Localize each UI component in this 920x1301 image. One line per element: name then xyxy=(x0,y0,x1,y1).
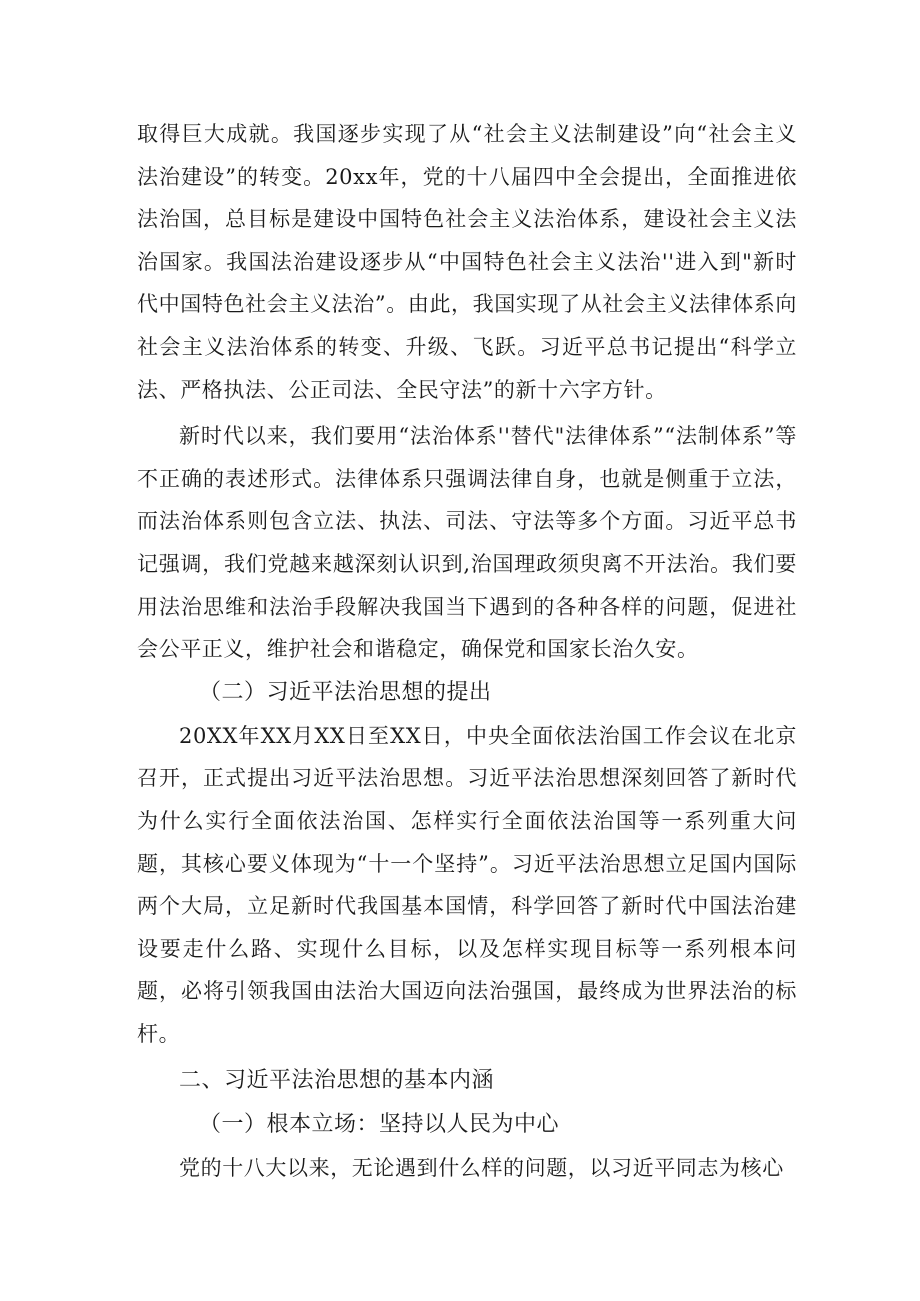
paragraph-proposal: 20XX年XX月XX日至XX日，中央全面依法治国工作会议在北京召开，正式提出习近平法治思想。习近平法治思想深刻回答了新时代为什么实行全面依法治国、怎样实行全面依法治国等一系列重大问题，其核心要义体现为“十一个坚持”。习近平法治思想立足国内国际两个大局，立足新时代我国基本国情，科学回答了新时代中国法治建设要走什么路、实现什么目标，以及怎样实现目标等一系列根本问题，必将引领我国由法治大国迈向法治强国，最终成为世界法治的标杆。 xyxy=(137,723,797,1046)
paragraph-continued: 取得巨大成就。我国逐步实现了从“社会主义法制建设”向“社会主义法治建设”的转变。20xx年，党的十八届四中全会提出，全面推进依法治国，总目标是建设中国特色社会主义法治体系，建设社会主义法治国家。我国法治建设逐步从“中国特色社会主义法治''进入到"新时代中国特色社会主义法治”。由此，我国实现了从社会主义法律体系向社会主义法治体系的转变、升级、飞跃。习近平总书记提出“科学立法、严格执法、公正司法、全民守法”的新十六字方针。 xyxy=(137,122,797,402)
paragraph-people-centered: 党的十八大以来，无论遇到什么样的问题，以习近平同志为核心 xyxy=(179,1156,784,1181)
paragraph-legal-system: 新时代以来，我们要用“法治体系''替代"法律体系”“法制体系”等不正确的表述形式。法律体系只强调法律自身，也就是侧重于立法，而法治体系则包含立法、执法、司法、守法等多个方面。习近平总书记强调，我们党越来越深刻认识到,治国理政须臾离不开法治。我们要用法治思维和法治手段解决我国当下遇到的各种各样的问题，促进社会公平正义，维护社会和谐稳定，确保党和国家长治久安。 xyxy=(137,424,797,662)
section-heading-people-centered: （一）根本立场：坚持以人民为中心 xyxy=(199,1112,560,1138)
chapter-heading-basic-connotation: 二、习近平法治思想的基本内涵 xyxy=(179,1068,495,1094)
document-body xyxy=(137,113,797,1190)
section-heading-proposal: （二）习近平法治思想的提出 xyxy=(199,679,492,705)
